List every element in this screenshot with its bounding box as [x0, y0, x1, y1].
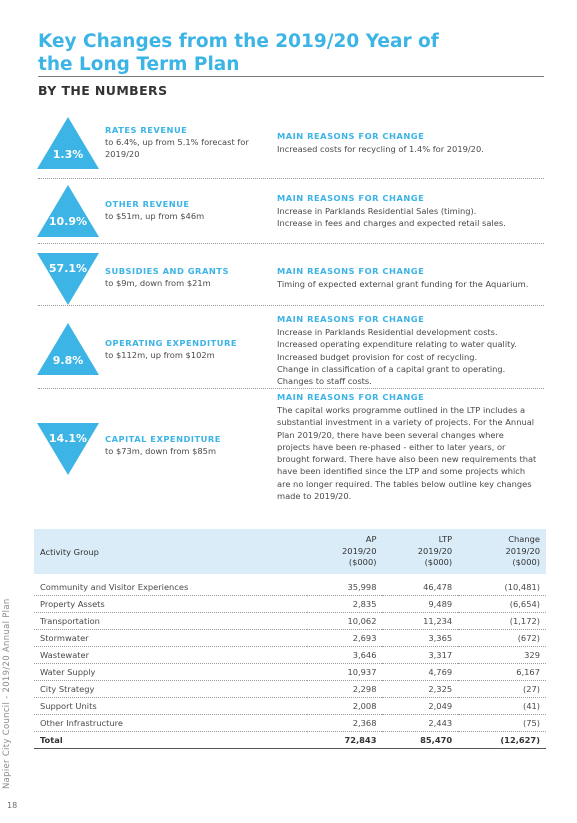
table-row: [34, 579, 546, 596]
percent-value: 10.9%: [48, 215, 88, 228]
cell-change: (10,481): [458, 579, 546, 596]
cell-group: Water Supply: [34, 664, 307, 681]
cell-change: (27): [458, 681, 546, 698]
table-row: [34, 715, 546, 732]
cell-ap: 2,693: [307, 630, 383, 647]
cell-group: City Strategy: [34, 681, 307, 698]
percent-value: 57.1%: [48, 262, 88, 275]
cell-change: (672): [458, 630, 546, 647]
category-label: OPERATING EXPENDITURE: [105, 338, 238, 348]
category-description: to $51m, up from $46m: [105, 211, 205, 221]
reason-text: The capital works programme outlined in the LTP includes a substantial investment in a variety of projects. For the Annual Plan 2019/20, there have been several changes where projects have been re-phased - either to later years, or brought forward. There have also been new requirements that have been identified since the LTP and some projects which are no longer required. The tables below outline key changes made to 2019/20.: [277, 405, 537, 502]
column-header: Activity Group: [40, 546, 99, 557]
cell-ap: 2,008: [307, 698, 383, 715]
cell-ap: 2,368: [307, 715, 383, 732]
column-header: AP 2019/20 ($000): [342, 534, 377, 568]
cell-group: Total: [34, 732, 307, 749]
category-description: to $9m, down from $21m: [105, 278, 211, 288]
table-row: [34, 681, 546, 698]
cell-change: (1,172): [458, 613, 546, 630]
cell-group: Other Infrastructure: [34, 715, 307, 732]
up-triangle-icon: [37, 117, 99, 169]
page-title: [38, 30, 548, 76]
reason-text: Timing of expected external grant funding for the Aquarium.: [277, 279, 529, 289]
cell-group: Community and Visitor Experiences: [34, 579, 307, 596]
cell-ltp: 4,769: [382, 664, 458, 681]
column-header: LTP 2019/20 ($000): [417, 534, 453, 568]
cell-change: 329: [458, 647, 546, 664]
percent-value: 14.1%: [48, 432, 88, 445]
percent-value: 1.3%: [52, 148, 84, 161]
column-header: Change 2019/20 ($000): [505, 534, 540, 568]
reason-heading: MAIN REASONS FOR CHANGE: [277, 131, 425, 141]
table-row: [34, 596, 546, 613]
category-label: RATES REVENUE: [105, 125, 188, 135]
table-row: [34, 630, 546, 647]
cell-ltp: 46,478: [382, 579, 458, 596]
cell-group: Property Assets: [34, 596, 307, 613]
cell-ltp: 2,443: [382, 715, 458, 732]
side-footer-text: Napier City Council - 2019/20 Annual Plan: [2, 598, 12, 789]
cell-ltp: 9,489: [382, 596, 458, 613]
table-row: [34, 664, 546, 681]
up-triangle-icon: [37, 323, 99, 375]
cell-ap: 35,998: [307, 579, 383, 596]
cell-change: (41): [458, 698, 546, 715]
reason-heading: MAIN REASONS FOR CHANGE: [277, 314, 425, 324]
cell-ap: 10,937: [307, 664, 383, 681]
table-total-row: [34, 732, 546, 749]
title-divider: [38, 76, 544, 77]
table-row: [34, 647, 546, 664]
cell-group: Wastewater: [34, 647, 307, 664]
category-label: CAPITAL EXPENDITURE: [105, 434, 221, 444]
cell-change: (75): [458, 715, 546, 732]
cell-ap: 2,835: [307, 596, 383, 613]
category-description: to $112m, up from $102m: [105, 350, 215, 360]
category-description: to $73m, down from $85m: [105, 446, 217, 456]
category-label: SUBSIDIES AND GRANTS: [105, 266, 229, 276]
category-description: to 6.4%, up from 5.1% forecast for 2019/20: [105, 137, 249, 159]
cell-ltp: 2,325: [382, 681, 458, 698]
reason-heading: MAIN REASONS FOR CHANGE: [277, 193, 425, 203]
reason-heading: MAIN REASONS FOR CHANGE: [277, 266, 425, 276]
cell-ltp: 3,365: [382, 630, 458, 647]
category-label: OTHER REVENUE: [105, 199, 190, 209]
table-header-row: [34, 529, 546, 574]
up-triangle-icon: [37, 185, 99, 237]
cell-group: Stormwater: [34, 630, 307, 647]
page-title-line1: Key Changes from the 2019/20 Year of: [38, 31, 439, 52]
down-triangle-icon: [37, 253, 99, 305]
cell-ltp: 85,470: [382, 732, 458, 749]
table-row: [34, 613, 546, 630]
cell-ap: 2,298: [307, 681, 383, 698]
divider: [38, 388, 544, 389]
page-number: 18: [7, 801, 18, 810]
cell-change: (6,654): [458, 596, 546, 613]
section-subtitle: BY THE NUMBERS: [38, 83, 168, 98]
cell-change: 6,167: [458, 664, 546, 681]
cell-ltp: 3,317: [382, 647, 458, 664]
percent-value: 9.8%: [52, 354, 84, 367]
divider: [38, 178, 544, 179]
down-triangle-icon: [37, 423, 99, 475]
cell-ap: 72,843: [307, 732, 383, 749]
cell-ltp: 2,049: [382, 698, 458, 715]
reason-text: Increased costs for recycling of 1.4% for 2019/20.: [277, 144, 484, 154]
cell-group: Transportation: [34, 613, 307, 630]
reason-text: Increase in Parklands Residential Sales (timing). Increase in fees and charges and expected retail sales.: [277, 206, 506, 229]
cell-ltp: 11,234: [382, 613, 458, 630]
activity-group-table: [34, 529, 546, 749]
cell-ap: 10,062: [307, 613, 383, 630]
cell-ap: 3,646: [307, 647, 383, 664]
cell-group: Support Units: [34, 698, 307, 715]
page-title-line2: the Long Term Plan: [38, 54, 240, 75]
cell-change: (12,627): [458, 732, 546, 749]
reason-text: Increase in Parklands Residential development costs. Increased operating expenditure relating to water quality. Increased budget provision for cost of recycling. Change in classification of a capital grant to operating. Changes to staff costs.: [277, 327, 517, 387]
reason-heading: MAIN REASONS FOR CHANGE: [277, 392, 425, 402]
divider: [38, 305, 544, 306]
divider: [38, 243, 544, 244]
table-row: [34, 698, 546, 715]
